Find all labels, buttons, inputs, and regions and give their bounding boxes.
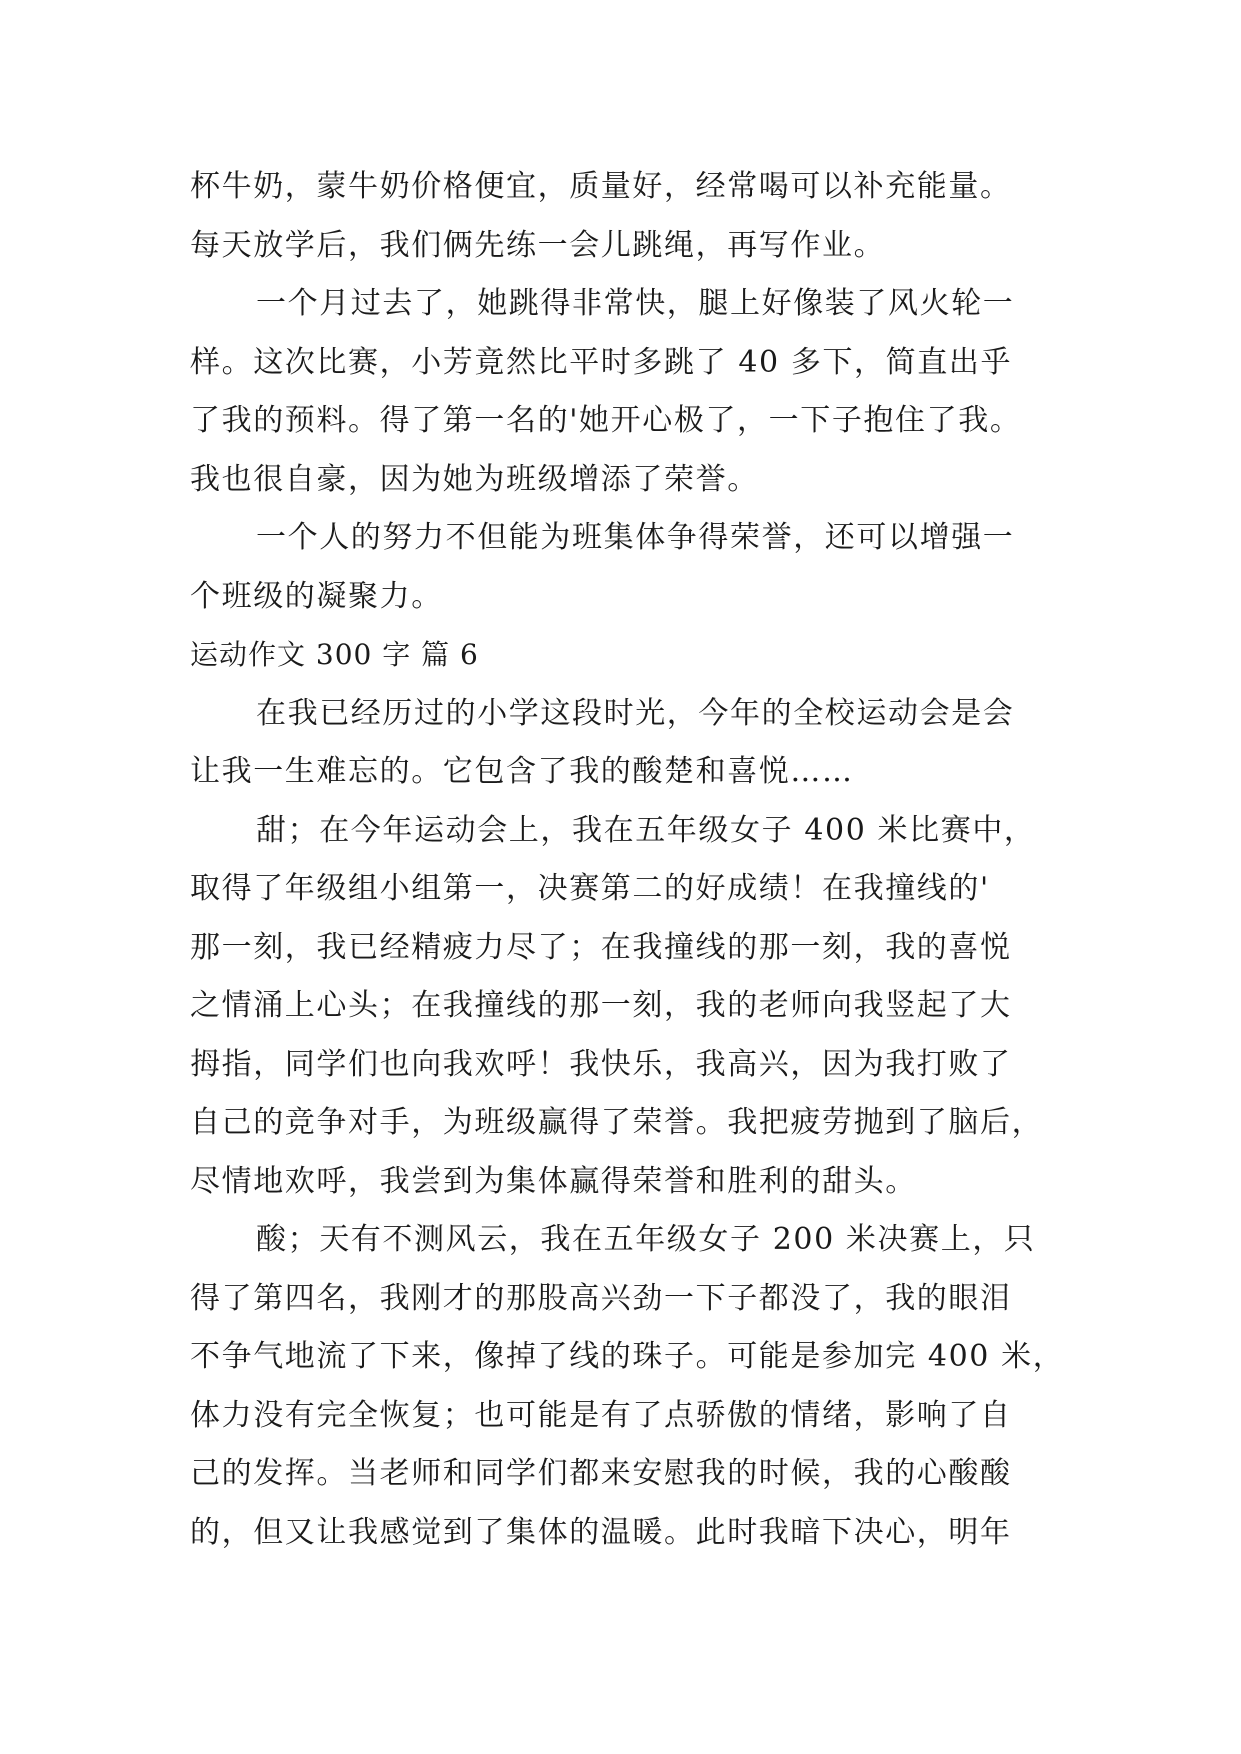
document-body [190, 158, 1065, 1562]
text-line-22: 体力没有完全恢复；也可能是有了点骄傲的情绪，影响了自 [190, 1397, 1012, 1433]
text-line-2: 每天放学后，我们俩先练一会儿跳绳，再写作业。 [190, 227, 886, 263]
section-heading: 运动作文 300 字 篇 6 [190, 638, 479, 671]
text-line-6: 我也很自豪，因为她为班级增添了荣誉。 [190, 461, 759, 497]
text-line-18: 尽情地欢呼，我尝到为集体赢得荣誉和胜利的甜头。 [190, 1163, 917, 1199]
text-line-24: 的，但又让我感觉到了集体的温暖。此时我暗下决心，明年 [190, 1514, 1012, 1550]
text-line-4: 样。这次比赛，小芳竟然比平时多跳了 40 多下，简直出乎 [190, 344, 1013, 380]
text-line-8: 个班级的凝聚力。 [190, 578, 443, 614]
text-line-19: 酸；天有不测风云，我在五年级女子 200 米决赛上，只 [256, 1222, 1036, 1257]
text-line-5: 了我的预料。得了第一名的'她开心极了，一下子抱住了我。 [190, 403, 1022, 438]
text-line-13: 取得了年级组小组第一，决赛第二的好成绩！在我撞线的' [190, 871, 990, 906]
text-line-16: 拇指，同学们也向我欢呼！我快乐，我高兴，因为我打败了 [190, 1046, 1012, 1082]
text-line-14: 那一刻，我已经精疲力尽了；在我撞线的那一刻，我的喜悦 [190, 929, 1012, 965]
text-line-7: 一个人的努力不但能为班集体争得荣誉，还可以增强一 [256, 520, 1015, 555]
text-line-1: 杯牛奶，蒙牛奶价格便宜，质量好，经常喝可以补充能量。 [190, 169, 1012, 204]
text-line-3: 一个月过去了，她跳得非常快，腿上好像装了风火轮一 [256, 286, 1015, 321]
text-line-17: 自己的竞争对手，为班级赢得了荣誉。我把疲劳抛到了脑后， [190, 1105, 1044, 1140]
text-line-11: 让我一生难忘的。它包含了我的酸楚和喜悦…… [190, 754, 854, 789]
text-line-15: 之情涌上心头；在我撞线的那一刻，我的老师向我竖起了大 [190, 988, 1012, 1023]
text-line-10: 在我已经历过的小学这段时光，今年的全校运动会是会 [256, 695, 1015, 731]
text-line-20: 得了第四名，我刚才的那股高兴劲一下子都没了，我的眼泪 [190, 1280, 1012, 1316]
text-line-21: 不争气地流了下来，像掉了线的珠子。可能是参加完 400 米， [190, 1339, 1065, 1374]
text-line-12: 甜；在今年运动会上，我在五年级女子 400 米比赛中， [256, 812, 1036, 848]
text-line-23: 己的发挥。当老师和同学们都来安慰我的时候，我的心酸酸 [190, 1456, 1012, 1491]
